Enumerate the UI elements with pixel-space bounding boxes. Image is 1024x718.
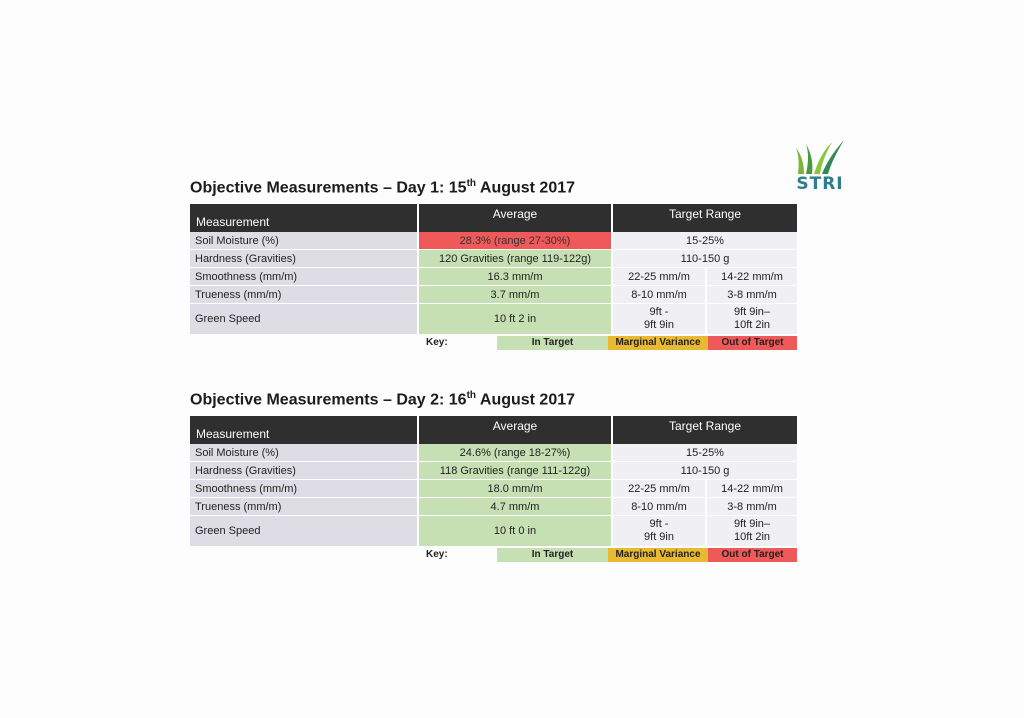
table-row	[190, 444, 798, 462]
day1-section	[190, 178, 798, 350]
table-row	[190, 516, 798, 547]
key-label: Key:	[426, 337, 448, 348]
row-label: Smoothness (mm/m)	[190, 480, 418, 498]
row-label: Smoothness (mm/m)	[190, 268, 418, 286]
key-marginal-variance: Marginal Variance	[608, 336, 708, 350]
row-target-1: 22-25 mm/m	[612, 480, 706, 498]
row-target-2: 3-8 mm/m	[706, 286, 798, 304]
header-measurement: Measurement	[190, 204, 418, 232]
row-target-2: 9ft 9in– 10ft 2in	[706, 516, 798, 547]
key-marginal-variance: Marginal Variance	[608, 548, 708, 562]
header-average: Average	[418, 416, 612, 444]
table-row	[190, 286, 798, 304]
row-target-2: 9ft 9in– 10ft 2in	[706, 304, 798, 335]
logo-text: STRI	[796, 174, 844, 194]
table-header-row	[190, 204, 798, 232]
row-average: 3.7 mm/m	[418, 286, 612, 304]
row-label: Green Speed	[190, 304, 418, 335]
day2-table	[190, 416, 799, 547]
table-row	[190, 480, 798, 498]
row-target-1: 22-25 mm/m	[612, 268, 706, 286]
row-target-1: 9ft - 9ft 9in	[612, 516, 706, 547]
key-label: Key:	[426, 549, 448, 560]
header-average: Average	[418, 204, 612, 232]
row-label: Hardness (Gravities)	[190, 462, 418, 480]
row-target: 110-150 g	[612, 462, 798, 480]
day2-section	[190, 390, 798, 562]
row-target: 15-25%	[612, 232, 798, 250]
row-average: 10 ft 0 in	[418, 516, 612, 547]
row-average: 24.6% (range 18-27%)	[418, 444, 612, 462]
row-target-1: 9ft - 9ft 9in	[612, 304, 706, 335]
table-row	[190, 498, 798, 516]
row-target-2: 14-22 mm/m	[706, 480, 798, 498]
row-target-2: 14-22 mm/m	[706, 268, 798, 286]
key-in-target: In Target	[497, 548, 608, 562]
table-row	[190, 462, 798, 480]
day2-title: Objective Measurements – Day 2: 16th August 2017	[190, 390, 576, 409]
row-label: Trueness (mm/m)	[190, 286, 418, 304]
row-target-1: 8-10 mm/m	[612, 286, 706, 304]
row-target: 15-25%	[612, 444, 798, 462]
row-target-2: 3-8 mm/m	[706, 498, 798, 516]
key-in-target: In Target	[497, 336, 608, 350]
row-label: Soil Moisture (%)	[190, 444, 418, 462]
header-target-range: Target Range	[612, 416, 798, 444]
header-measurement: Measurement	[190, 416, 418, 444]
row-target: 110-150 g	[612, 250, 798, 268]
row-average: 120 Gravities (range 119-122g)	[418, 250, 612, 268]
table-row	[190, 268, 798, 286]
row-label: Green Speed	[190, 516, 418, 547]
table-row	[190, 232, 798, 250]
stri-logo	[792, 138, 848, 196]
row-average: 16.3 mm/m	[418, 268, 612, 286]
grass-logo-icon	[792, 138, 848, 178]
row-average: 10 ft 2 in	[418, 304, 612, 335]
row-label: Soil Moisture (%)	[190, 232, 418, 250]
key-out-of-target: Out of Target	[708, 548, 797, 562]
day1-title: Objective Measurements – Day 1: 15th August 2017	[190, 178, 576, 197]
row-label: Trueness (mm/m)	[190, 498, 418, 516]
row-average: 4.7 mm/m	[418, 498, 612, 516]
row-target-1: 8-10 mm/m	[612, 498, 706, 516]
day1-key	[190, 336, 798, 350]
day2-key	[190, 548, 798, 562]
day1-table	[190, 204, 799, 335]
row-average: 28.3% (range 27-30%)	[418, 232, 612, 250]
table-header-row	[190, 416, 798, 444]
row-label: Hardness (Gravities)	[190, 250, 418, 268]
header-target-range: Target Range	[612, 204, 798, 232]
key-out-of-target: Out of Target	[708, 336, 797, 350]
row-average: 18.0 mm/m	[418, 480, 612, 498]
row-average: 118 Gravities (range 111-122g)	[418, 462, 612, 480]
table-row	[190, 304, 798, 335]
table-row	[190, 250, 798, 268]
